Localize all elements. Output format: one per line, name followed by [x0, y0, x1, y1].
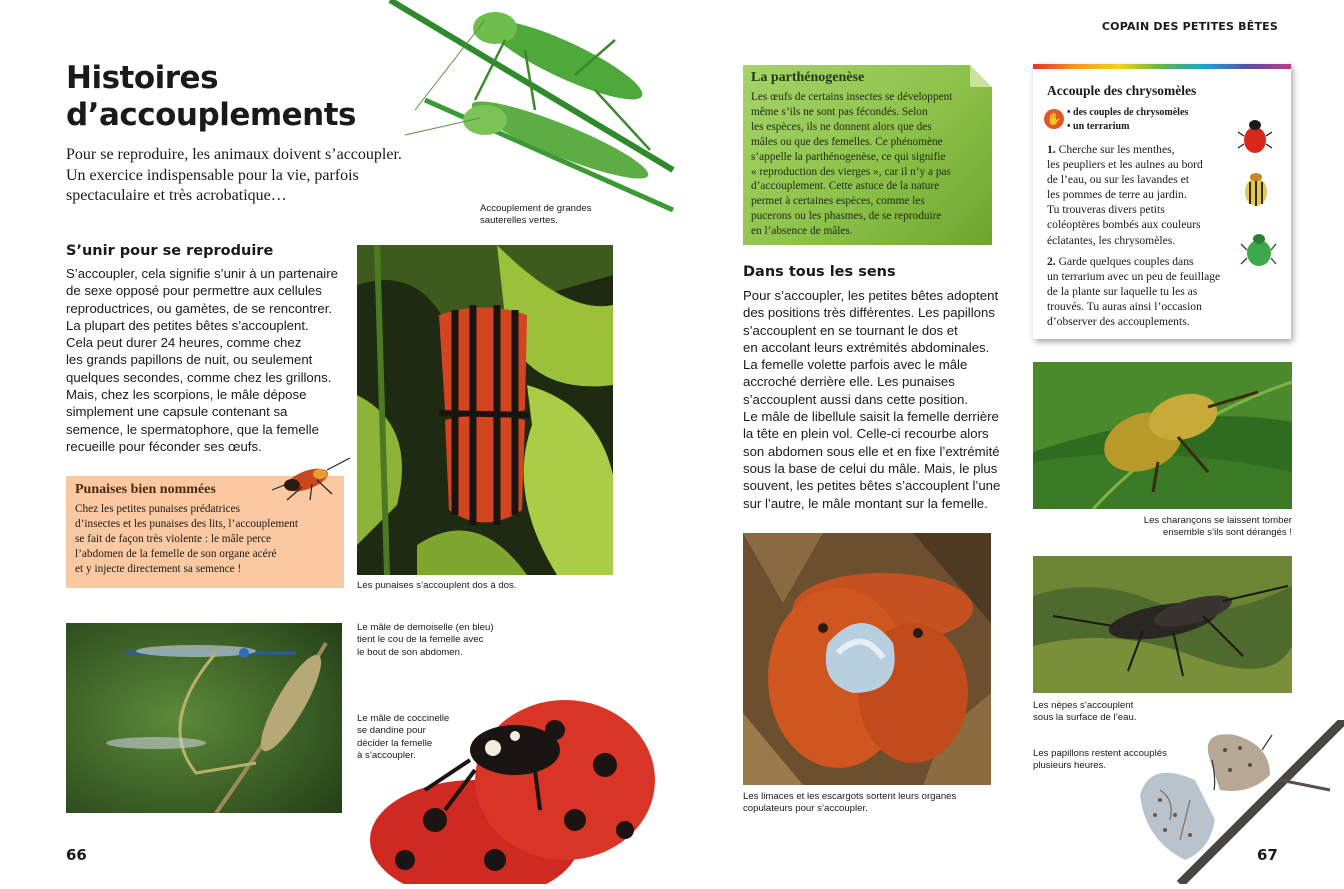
body-line: s’accouplent aussi dans cette position. [743, 391, 969, 407]
activity-box [1033, 64, 1291, 339]
caption-line: Le mâle de coccinelle [357, 713, 450, 724]
body-line: en accolant leurs extrémités abdominales. [743, 339, 990, 355]
caption-line: tient le cou de la femelle avec [357, 634, 484, 646]
body-line: reproductrices, ou gamètes, de se rencontrer. [66, 300, 333, 316]
ladybird-image [365, 700, 660, 884]
box-line: permet à certaines espèces, comme les [751, 195, 925, 208]
need-label: un terrarium [1073, 121, 1130, 132]
caption-line: sauterelles vertes. [480, 215, 558, 227]
body-line: accroché derrière elle. Les punaises [743, 374, 955, 390]
caption-line: Les papillons restent accouplés [1033, 748, 1167, 759]
activity-title: Accouple des chrysomèles [1047, 83, 1197, 98]
page-number-right: 67 [1257, 846, 1278, 864]
caption-line: à s’accoupler. [357, 750, 416, 762]
caption-line: Les nèpes s’accouplent [1033, 700, 1134, 711]
grasshopper-caption [480, 203, 591, 228]
step-line: éclatantes, les chrysomèles. [1047, 233, 1176, 247]
box-line: les espèces, ils ne donnent alors que des [751, 120, 932, 133]
step-line: de la plante sur laquelle tu les as [1047, 285, 1198, 299]
page-title-line2: d’accouplements [66, 97, 357, 133]
caption-line: Le mâle de demoiselle (en bleu) [357, 622, 494, 633]
body-line: de sexe opposé pour permettre aux cellules [66, 283, 322, 299]
box-line: Chez les petites punaises prédatrices [75, 503, 241, 515]
step-text: Cherche sur les menthes, [1058, 143, 1175, 156]
caption-line: Les limaces et les escargots sortent leurs organes [743, 791, 957, 802]
body-line: sous la base de celui du mâle. Mais, le plus [743, 460, 998, 476]
box-line: en l’absence de mâles. [751, 225, 853, 238]
grasshopper-icon [385, 0, 675, 215]
shield-bug-photo [357, 245, 613, 575]
section1-title: S’unir pour se reproduire [66, 243, 274, 259]
parthenogenese-title: La parthénogenèse [751, 70, 865, 85]
activity-step2 [1047, 254, 1220, 329]
butterfly-icon [1130, 720, 1344, 884]
leaf-beetle-icon [1239, 230, 1277, 270]
body-line: semence, le spermatophore, que la femelle [66, 421, 319, 437]
page-number-left: 66 [66, 846, 87, 864]
need-item: • un terrarium [1067, 121, 1130, 132]
box-line: Les œufs de certains insectes se développent [751, 91, 953, 103]
leaf-beetle-icon [1237, 116, 1273, 156]
body-line: La femelle volette parfois avec le mâle [743, 357, 968, 373]
section1-body [66, 265, 351, 455]
step-line: coléoptères bombés aux couleurs [1047, 218, 1201, 232]
body-line: s’accouplent en se tournant le dos et [743, 322, 958, 338]
slug-photo [743, 533, 991, 785]
activity-step1 [1047, 142, 1203, 248]
slug-caption [743, 791, 956, 816]
step-line: trouvés. Tu auras ainsi l’occasion [1047, 300, 1202, 314]
punaises-box-body [75, 502, 298, 577]
body-line: son abdomen sous elle et en fixe l’extrémité [743, 443, 1000, 459]
box-line: se fait de façon très violente : le mâle perce [75, 533, 272, 545]
caption-line: ensemble s’ils sont dérangés ! [1162, 527, 1292, 539]
body-line: des positions très différentes. Les papillons [743, 305, 995, 321]
punaises-box-title: Punaises bien nommées [75, 482, 216, 497]
caption-line: plusieurs heures. [1033, 760, 1107, 772]
box-line: « reproduction des vierges », car il n’y a pas [751, 165, 951, 178]
body-line: les grands papillons de nuit, ou seulement [66, 352, 313, 368]
box-line: s’appelle la parthénogenèse, ce qui signifie [751, 150, 946, 163]
body-line: Mais, chez les scorpions, le mâle dépose [66, 387, 307, 403]
caption-line: sous la surface de l’eau. [1033, 712, 1137, 724]
step-number: 2. [1047, 255, 1056, 268]
box-line: l’abdomen de la femelle de son organe acéré [75, 548, 277, 560]
shield-bug-caption: Les punaises s’accouplent dos à dos. [357, 580, 517, 591]
body-line: simplement une capsule contenant sa [66, 404, 288, 420]
body-line: Pour s’accoupler, les petites bêtes adoptent [743, 288, 999, 303]
ladybird-icon [365, 700, 660, 884]
step-line [1047, 254, 1220, 269]
butterfly-image [1130, 720, 1344, 884]
body-line: S’accoupler, cela signifie s’unir à un partenaire [66, 266, 338, 281]
section2-body [743, 287, 1013, 512]
body-line: recueille pour féconder ses œufs. [66, 438, 262, 454]
box-line: même s’ils ne sont pas fécondés. Selon [751, 105, 928, 118]
box-line: d’accouplement. Cette astuce de la nature [751, 180, 940, 193]
weevil-photo [1033, 362, 1292, 509]
bug-icon [262, 452, 352, 502]
step-line: les pommes de terre au jardin. [1047, 188, 1187, 202]
parthenogenese-box [743, 65, 992, 245]
section2-title: Dans tous les sens [743, 264, 896, 280]
body-line: souvent, les petites bêtes s’accouplent l’une [743, 478, 1001, 494]
parthenogenese-body [751, 90, 952, 239]
box-line: et y injecte directement sa semence ! [75, 563, 242, 575]
need-label: des couples de chrysomèles [1073, 107, 1189, 118]
folded-corner [970, 65, 992, 87]
caption-line: décider la femelle [357, 737, 433, 749]
step-line: les peupliers et les aulnes au bord [1047, 158, 1203, 172]
step-text: Garde quelques couples dans [1058, 255, 1194, 268]
hand-icon: ✋ [1044, 109, 1064, 129]
nepa-photo [1033, 556, 1292, 693]
rainbow-bar [1033, 64, 1291, 69]
body-line: Le mâle de libellule saisit la femelle derrière [743, 409, 999, 425]
step-number: 1. [1047, 143, 1056, 156]
damselfly-photo [66, 623, 342, 813]
page-title-line1: Histoires [66, 60, 219, 96]
nepa-caption [1033, 700, 1136, 725]
step-line: d’observer des accouplements. [1047, 315, 1190, 329]
body-line: la tête en plein vol. Celle-ci recourbe alors [743, 426, 989, 442]
page-title [66, 60, 356, 134]
grasshopper-image [385, 0, 675, 215]
caption-line: se dandine pour [357, 725, 426, 737]
weevil-caption [1033, 515, 1292, 540]
box-line: d’insectes et les punaises des lits, l’accouplement [75, 518, 299, 530]
small-bug-image [262, 452, 352, 502]
activity-needs [1067, 106, 1188, 134]
need-item: • des couples de chrysomèles [1067, 107, 1189, 118]
caption-line: copulateurs pour s’accoupler. [743, 803, 868, 815]
intro-text: Pour se reproduire, les animaux doivent s’accoupler. Un exercice indispensable pour la vie, parfois spectaculaire et très acrobatique… [66, 146, 402, 204]
body-line: sur l’autre, le mâle montant sur la femelle. [743, 495, 988, 511]
caption-line: Accouplement de grandes [480, 203, 592, 214]
caption-line: Les charançons se laissent tomber [1143, 515, 1292, 526]
caption-line: le bout de son abdomen. [357, 646, 463, 658]
box-line: mâles ou que des femelles. Ce phénomène [751, 135, 943, 148]
box-line: pucerons ou les phasmes, de se reproduire [751, 210, 942, 223]
step-line: un terrarium avec un peu de feuillage [1047, 270, 1221, 284]
leaf-beetle-icon [1239, 170, 1273, 210]
body-line: Cela peut durer 24 heures, comme chez [66, 335, 302, 351]
step-line: Tu trouveras divers petits [1047, 203, 1165, 217]
section-header: COPAIN DES PETITES BÊTES [1101, 20, 1278, 33]
step-line: de l’eau, ou sur les lavandes et [1047, 173, 1189, 187]
step-line [1047, 142, 1203, 157]
body-line: La plupart des petites bêtes s’accouplent. [66, 317, 309, 333]
damselfly-caption [357, 622, 494, 659]
body-line: quelques secondes, comme chez les grillons. [66, 369, 332, 385]
